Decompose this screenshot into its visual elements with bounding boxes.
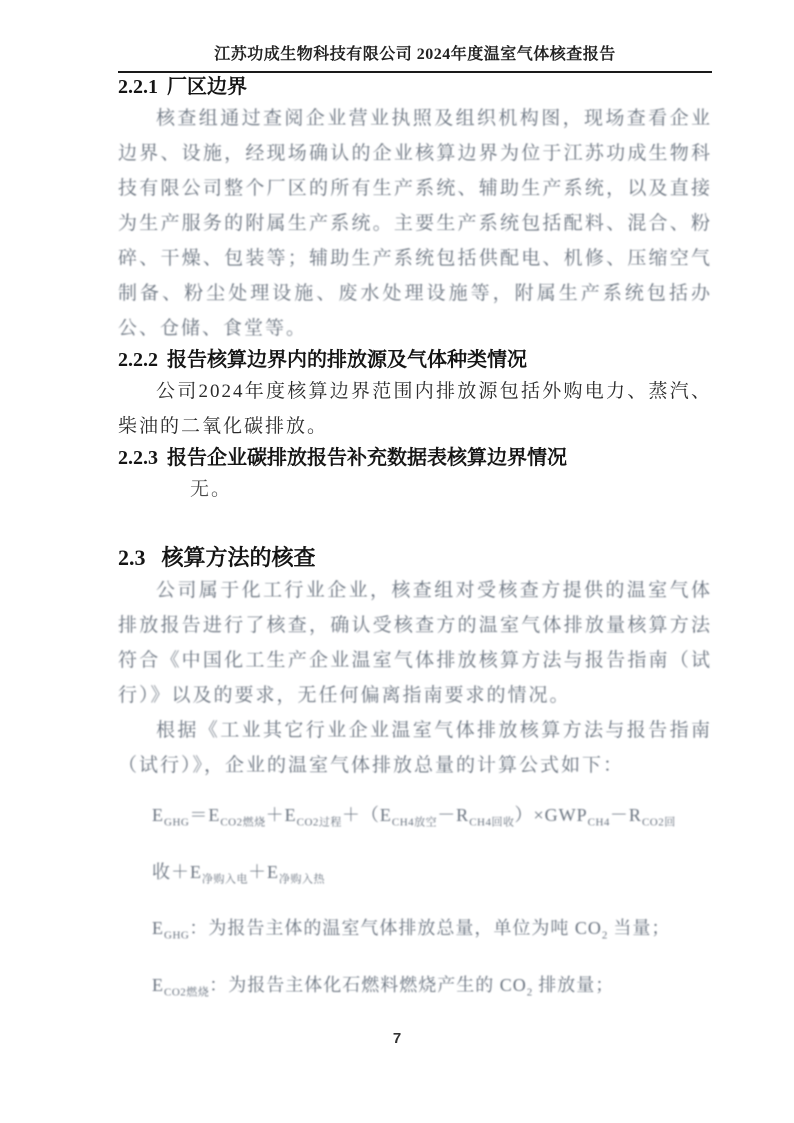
heading-2-2-3-number: 2.2.3 <box>118 447 158 469</box>
report-header-title: 江苏功成生物科技有限公司 2024年度温室气体核查报告 <box>214 46 616 63</box>
heading-2-2-3 <box>118 444 712 472</box>
ghg-total-formula <box>118 795 712 1012</box>
paragraph-guideline-reference: 根据《工业其它行业企业温室气体排放核算方法与报告指南（试行）》，企业的温室气体排放总量的计算公式如下： <box>118 720 712 776</box>
formula-definition-eghg: $E_{GHG}$：为报告主体的温室气体排放总量，单位为吨 $CO_2$ 当量； <box>152 918 671 942</box>
heading-2-2-2-text: 报告核算边界内的排放源及气体种类情况 <box>167 349 527 371</box>
heading-2-3-number: 2.3 <box>118 545 146 570</box>
heading-2-2-1-number: 2.2.1 <box>118 76 158 98</box>
heading-2-3-text: 核算方法的核查 <box>161 545 316 570</box>
formula-definition-eco2-combustion: $E_{CO2燃烧}$：为报告主体化石燃料燃烧产生的 $CO_2$ 排放量； <box>152 974 615 999</box>
paragraph-plant-boundary: 核查组通过查阅企业营业执照及组织机构图，现场查看企业边界、设施，经现场确认的企业核算边界为位于江苏功成生物科技有限公司整个厂区的所有生产系统、辅助生产系统，以及直接为生产服务的附属生产系统。主要生产系统包括配料、混合、粉碎、干燥、包装等；辅助生产系统包括供配电、机修、压缩空气制备、粉尘处理设施、废水处理设施等，附属生产系统包括办公、仓储、食堂等。 <box>118 108 712 339</box>
heading-2-2-2 <box>118 346 712 374</box>
paragraph-methodology-verification: 公司属于化工行业企业，核查组对受核查方提供的温室气体排放报告进行了核查，确认受核查方的温室气体排放量核算方法符合《中国化工生产企业温室气体排放核算方法与报告指南（试行）》以及的要求，无任何偏离指南要求的情况。 <box>118 580 712 706</box>
formula-line-2: 收$+E_{净购入电}+E_{净购入热}$ <box>152 861 325 886</box>
paragraph-emission-sources: 公司2024年度核算边界范围内排放源包括外购电力、蒸汽、柴油的二氧化碳排放。 <box>118 381 712 437</box>
report-header <box>118 0 712 73</box>
heading-2-3 <box>118 543 712 573</box>
heading-2-2-3-text: 报告企业碳排放报告补充数据表核算边界情况 <box>167 447 567 469</box>
page-number: 7 <box>392 1030 402 1047</box>
heading-2-2-2-number: 2.2.2 <box>118 349 158 371</box>
formula-line-1: $E_{GHG}=E_{CO2燃烧}+E_{CO2过程}+(E_{CH4放空}-R_{CH4回收})\times GWP_{CH4}-R_{CO2回}$ <box>152 805 676 829</box>
heading-2-2-1-text: 厂区边界 <box>167 76 247 98</box>
paragraph-supplementary-table-none: 无。 <box>190 479 233 500</box>
heading-2-2-1 <box>118 73 712 101</box>
page-footer <box>0 1030 794 1048</box>
